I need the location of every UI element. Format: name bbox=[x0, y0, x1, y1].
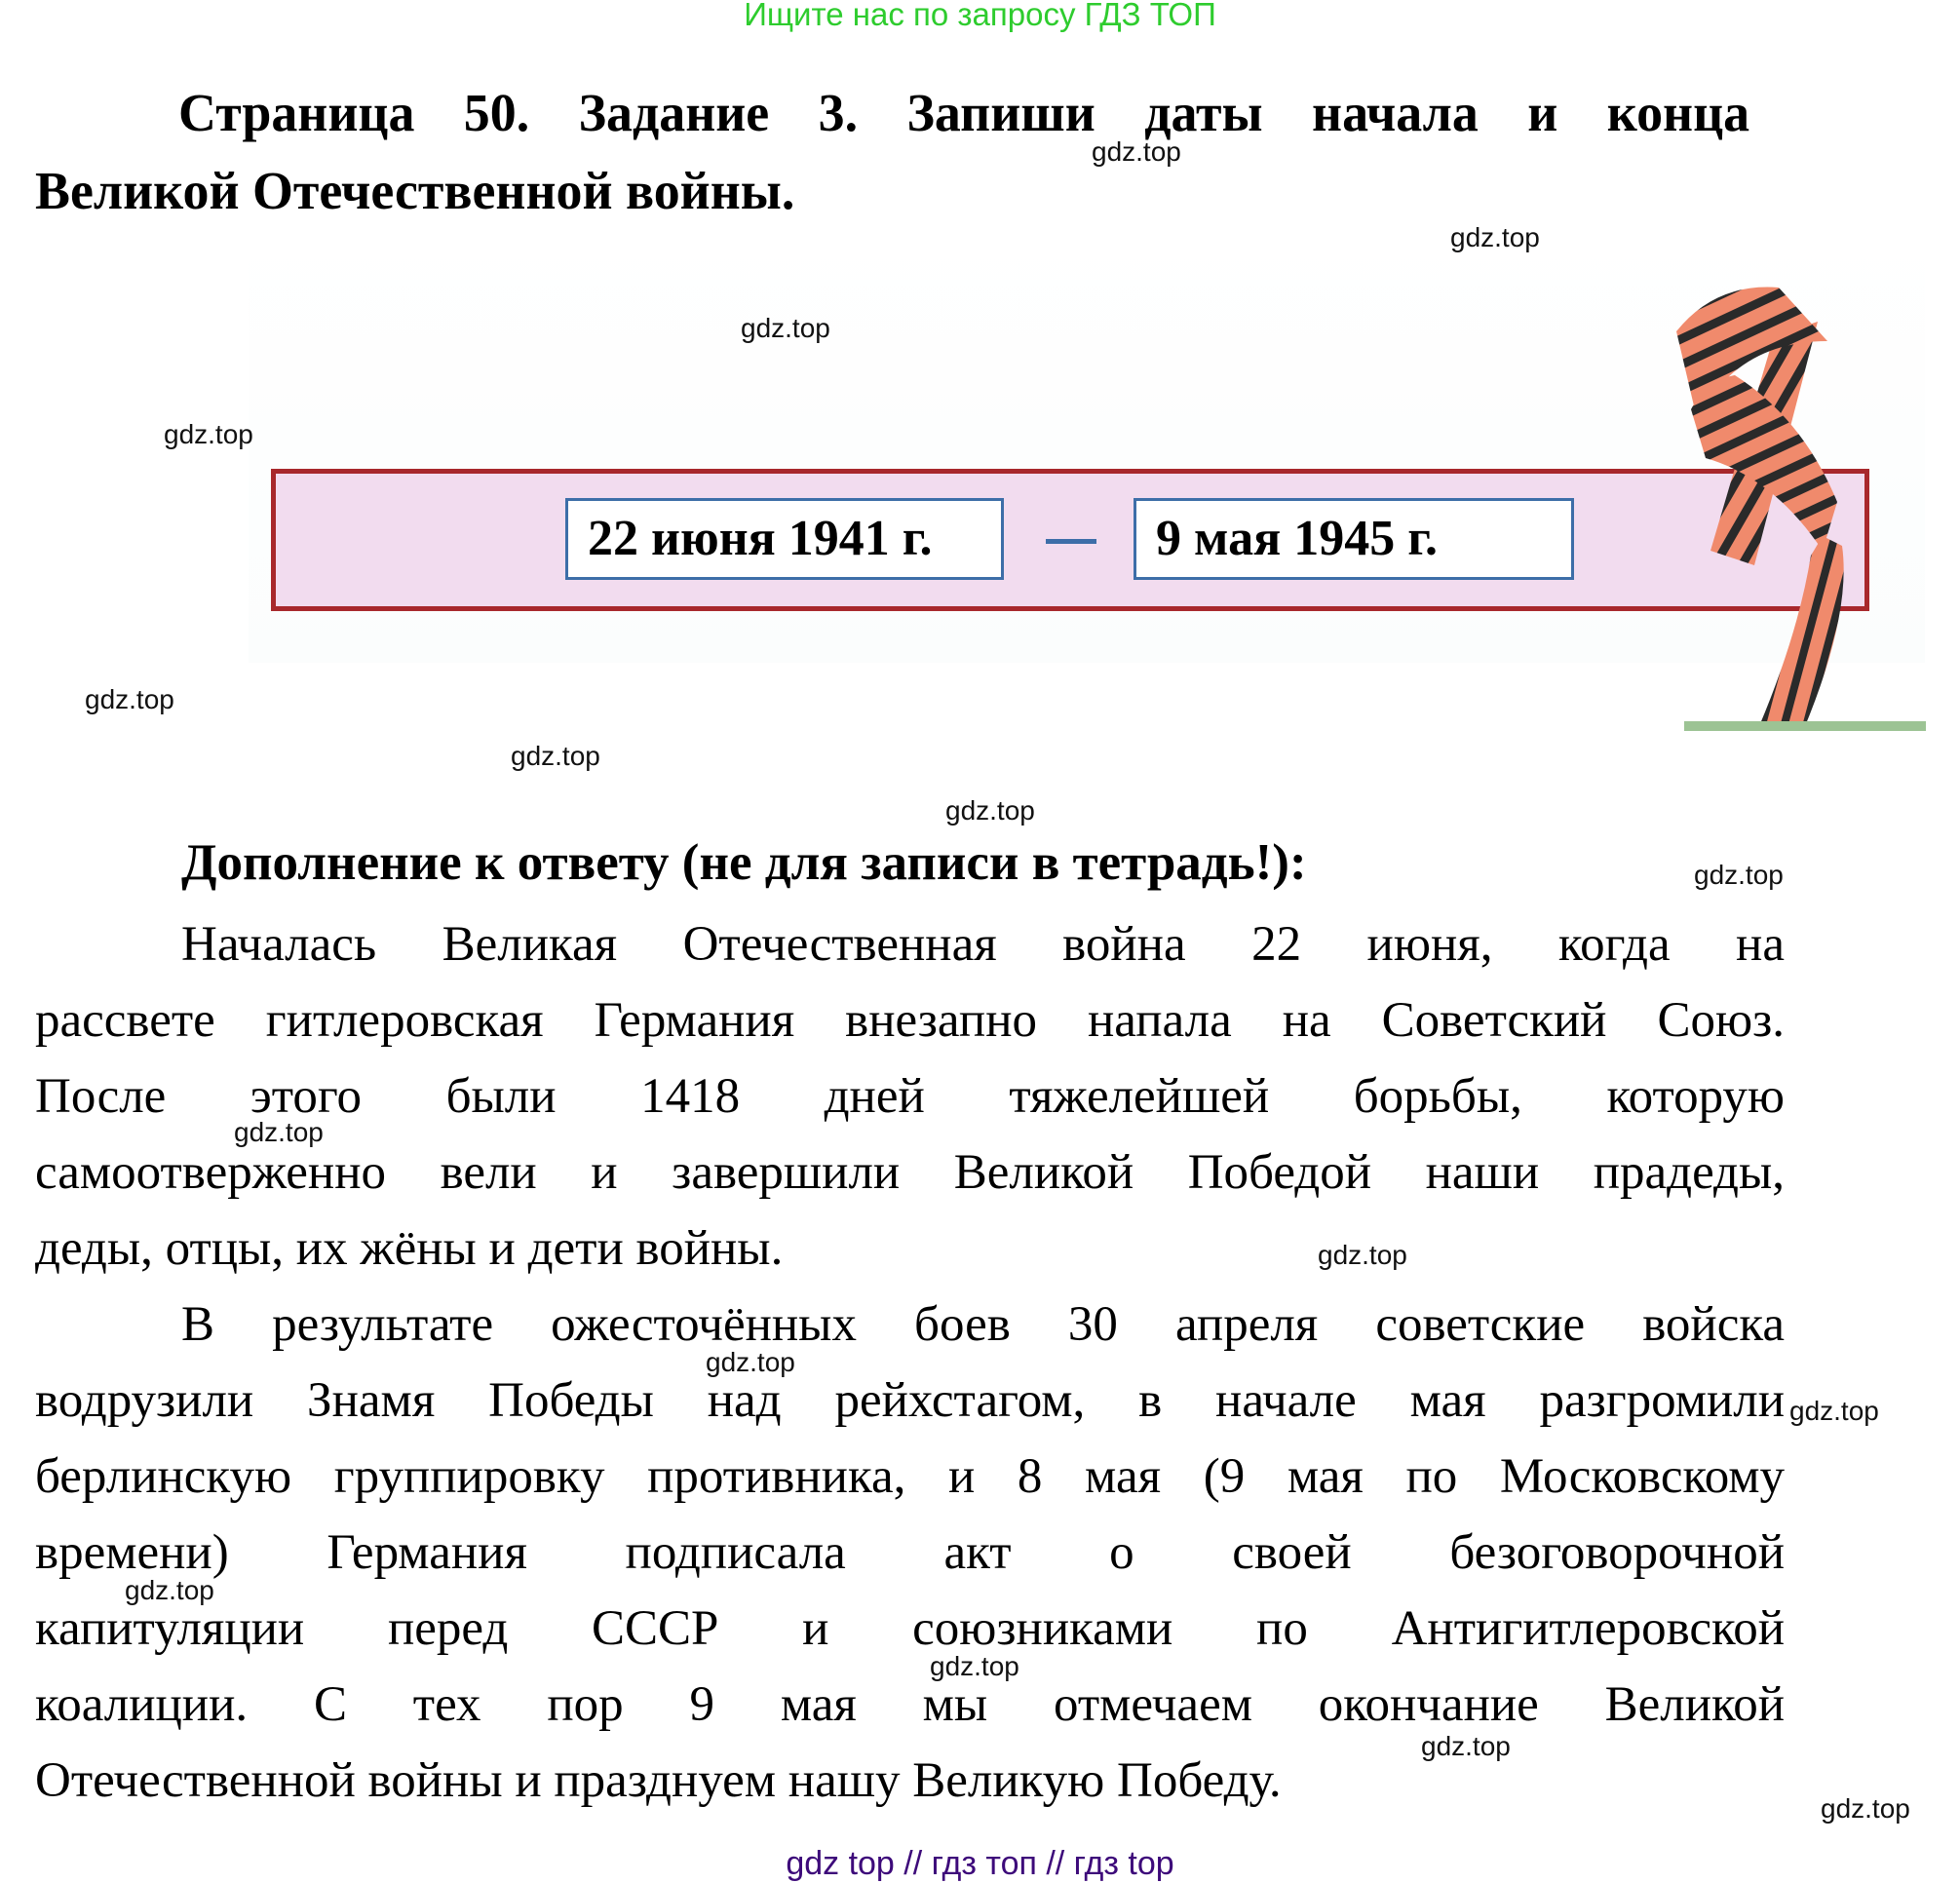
watermark: gdz.top bbox=[164, 419, 253, 449]
paragraph-line: самоотверженно вели и завершили Великой Победой наши прадеды, bbox=[35, 1145, 1785, 1200]
paragraph-2 bbox=[35, 1287, 1785, 1819]
watermark: gdz.top bbox=[1821, 1793, 1910, 1824]
paragraph-line: берлинскую группировку противника, и 8 мая (9 мая по Московскому bbox=[35, 1449, 1785, 1504]
paragraph-1 bbox=[35, 906, 1785, 1287]
task-title-line-2: Великой Отечественной войны. bbox=[35, 161, 795, 220]
paragraph-line: коалиции. С тех пор 9 мая мы отмечаем окончание Великой bbox=[35, 1677, 1785, 1732]
paragraph-line: времени) Германия подписала акт о своей безоговорочной bbox=[35, 1525, 1785, 1580]
watermark: gdz.top bbox=[945, 795, 1035, 826]
watermark: gdz.top bbox=[706, 1347, 795, 1377]
watermark: gdz.top bbox=[1694, 860, 1784, 890]
watermark: gdz.top bbox=[1092, 136, 1181, 167]
paragraph-line: капитуляции перед СССР и союзниками по Антигитлеровской bbox=[35, 1601, 1785, 1656]
supplement-heading: Дополнение к ответу (не для записи в тетрадь!): bbox=[181, 834, 1307, 891]
watermark: gdz.top bbox=[1421, 1731, 1511, 1761]
end-date-box: 9 мая 1945 г. bbox=[1134, 498, 1574, 580]
watermark: gdz.top bbox=[125, 1575, 214, 1605]
watermark: gdz.top bbox=[85, 684, 174, 714]
watermark: gdz.top bbox=[1789, 1396, 1879, 1426]
watermark: gdz.top bbox=[234, 1117, 324, 1147]
paragraph-line: Началась Великая Отечественная война 22 июня, когда на bbox=[181, 917, 1785, 972]
start-date-box: 22 июня 1941 г. bbox=[565, 498, 1004, 580]
paragraph-line: Отечественной войны и празднуем нашу Великую Победу. bbox=[35, 1753, 1282, 1808]
paragraph-line: водрузили Знамя Победы над рейхстагом, в начале мая разгромили bbox=[35, 1373, 1785, 1428]
ground-strip bbox=[1684, 721, 1926, 731]
watermark: gdz.top bbox=[1318, 1240, 1407, 1270]
paragraph-line: В результате ожесточённых боев 30 апреля советские войска bbox=[181, 1297, 1785, 1352]
watermark: gdz.top bbox=[741, 313, 830, 343]
date-separator-dash bbox=[1046, 539, 1096, 544]
footer-links: gdz top // гдз топ // гдз top bbox=[786, 1845, 1174, 1882]
paragraph-line: рассвете гитлеровская Германия внезапно напала на Советский Союз. bbox=[35, 993, 1785, 1048]
st-george-ribbon-icon bbox=[1598, 244, 1930, 741]
task-title-line-1: Страница 50. Задание 3. Запиши даты начала и конца bbox=[178, 83, 1750, 142]
task-title bbox=[35, 74, 1749, 230]
watermark: gdz.top bbox=[511, 741, 600, 771]
watermark: gdz.top bbox=[930, 1651, 1019, 1681]
paragraph-line: После этого были 1418 дней тяжелейшей борьбы, которую bbox=[35, 1069, 1785, 1124]
paragraph-line: деды, отцы, их жёны и дети войны. bbox=[35, 1221, 784, 1276]
watermark: gdz.top bbox=[1450, 222, 1540, 252]
promo-banner: Ищите нас по запросу ГДЗ ТОП bbox=[744, 0, 1216, 32]
